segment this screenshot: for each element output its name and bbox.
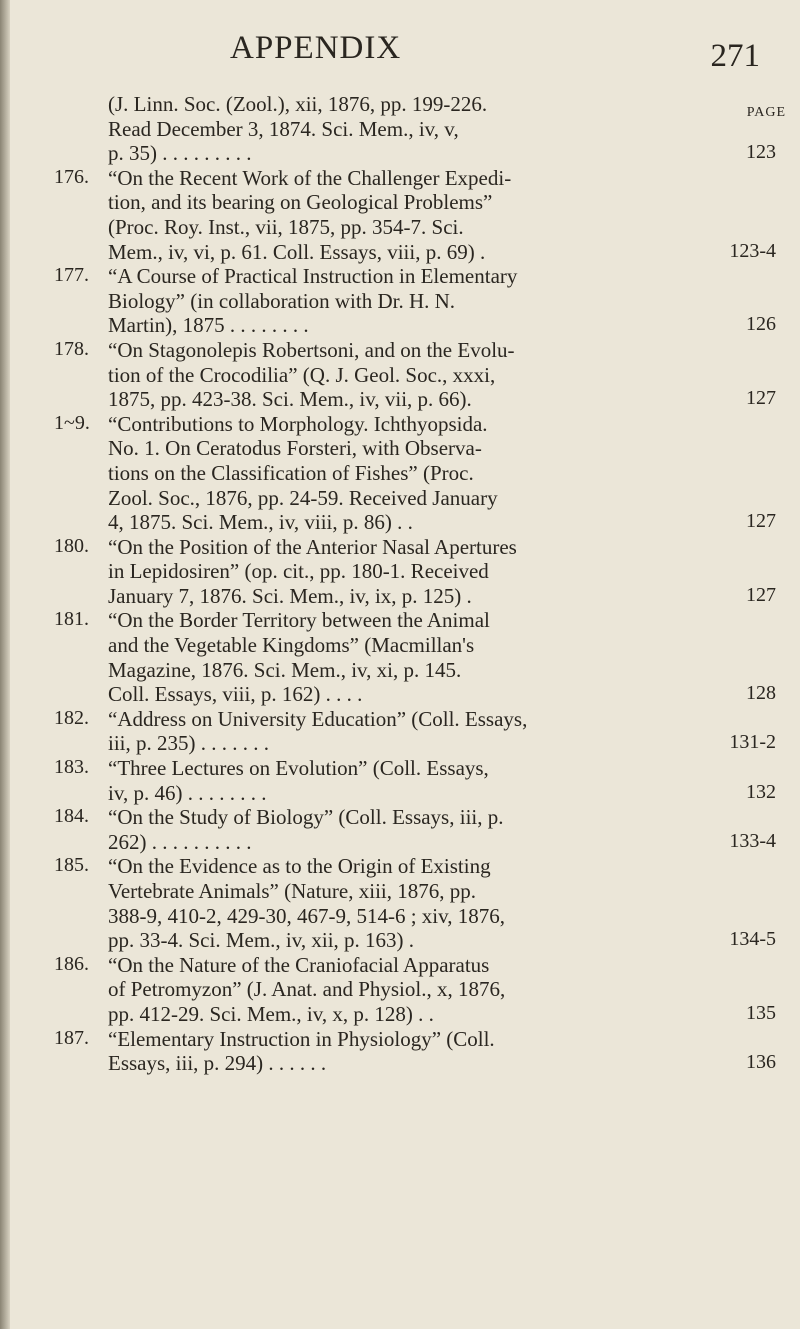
entry-text-line: January 7, 1876. Sci. Mem., iv, ix, p. 125) . <box>108 583 472 608</box>
entry-text-line: 388-9, 410-2, 429-30, 467-9, 514-6 ; xiv, 1876, <box>108 903 506 928</box>
entry-text-line: 1875, pp. 423-38. Sci. Mem., iv, vii, p. 66). <box>108 387 472 412</box>
entry-text-line: “Elementary Instruction in Physiology” (Coll. <box>108 1026 495 1051</box>
entry-text-line: Martin), 1875 . . . . . . . . <box>108 313 309 338</box>
entry-text-line: “On the Evidence as to the Origin of Existing <box>108 854 491 879</box>
entry-text-line: “On Stagonolepis Robertsoni, and on the Evolu- <box>108 337 515 362</box>
bibliography-list <box>54 92 784 1076</box>
entry-text-line: of Petromyzon” (J. Anat. and Physiol., x, 1876, <box>108 977 506 1002</box>
entry-number: 182. <box>54 706 89 729</box>
entry-page-reference: 127 <box>746 583 776 606</box>
entry-page-reference: 127 <box>746 510 776 533</box>
bibliography-entry <box>54 338 784 412</box>
entry-text-line: p. 35) . . . . . . . . . <box>108 141 252 166</box>
entry-page-reference: 127 <box>746 387 776 410</box>
bibliography-entry <box>54 535 784 609</box>
entry-text-line: “On the Position of the Anterior Nasal Apertures <box>108 534 517 559</box>
bibliography-entry <box>54 264 784 338</box>
entry-page-reference: 123-4 <box>729 239 776 262</box>
entry-text-line: iv, p. 46) . . . . . . . . <box>108 780 267 805</box>
bibliography-entry <box>54 608 784 706</box>
page-number: 271 <box>710 38 760 74</box>
entry-text-line: “Contributions to Morphology. Ichthyopsida. <box>108 411 488 436</box>
entry-page-reference: 134-5 <box>729 928 776 951</box>
bibliography-entry <box>54 412 784 535</box>
bibliography-entry <box>54 707 784 756</box>
entry-text-line: tions on the Classification of Fishes” (Proc. <box>108 460 474 485</box>
entry-text-line: “A Course of Practical Instruction in Elementary <box>108 264 518 289</box>
entry-number: 1~9. <box>54 411 90 434</box>
entry-text-line: in Lepidosiren” (op. cit., pp. 180-1. Received <box>108 559 489 584</box>
entry-text-line: tion of the Crocodilia” (Q. J. Geol. Soc., xxxi, <box>108 362 496 387</box>
bibliography-entry <box>54 92 784 166</box>
entry-text-line: 262) . . . . . . . . . . <box>108 829 252 854</box>
entry-number: 184. <box>54 805 89 828</box>
entry-text-line: “On the Study of Biology” (Coll. Essays, iii, p. <box>108 805 504 830</box>
entry-text-line: Coll. Essays, viii, p. 162) . . . . <box>108 682 363 707</box>
entry-page-reference: 126 <box>746 313 776 336</box>
running-title: APPENDIX <box>230 30 402 66</box>
entry-page-reference: 136 <box>746 1051 776 1074</box>
entry-page-reference: 133-4 <box>729 829 776 852</box>
entry-number: 180. <box>54 534 89 557</box>
page-header <box>230 30 760 80</box>
entry-text-line: iii, p. 235) . . . . . . . <box>108 731 269 756</box>
page-gutter <box>0 0 10 1329</box>
bibliography-entry <box>54 953 784 1027</box>
entry-text-line: Essays, iii, p. 294) . . . . . . <box>108 1051 327 1076</box>
entry-text-line: and the Vegetable Kingdoms” (Macmillan's <box>108 633 475 658</box>
entry-text-line: Mem., iv, vi, p. 61. Coll. Essays, viii, p. 69) . <box>108 239 486 264</box>
bibliography-entry <box>54 854 784 952</box>
bibliography-entry <box>54 805 784 854</box>
bibliography-entry <box>54 1027 784 1076</box>
entry-text-line: tion, and its bearing on Geological Problems” <box>108 190 493 215</box>
entry-number: 181. <box>54 608 89 631</box>
entry-text-line: (Proc. Roy. Inst., vii, 1875, pp. 354-7. Sci. <box>108 214 464 239</box>
entry-number: 176. <box>54 165 89 188</box>
bibliography-entry <box>54 166 784 264</box>
entry-page-reference: 131-2 <box>729 731 776 754</box>
page-column-label: PAGE <box>746 105 786 120</box>
entry-page-reference: 135 <box>746 1001 776 1024</box>
entry-text-line: “Address on University Education” (Coll. Essays, <box>108 706 528 731</box>
entry-number: 186. <box>54 952 89 975</box>
entry-page-reference: 132 <box>746 780 776 803</box>
entry-text-line: “On the Recent Work of the Challenger Expedi- <box>108 165 512 190</box>
entry-text-line: “Three Lectures on Evolution” (Coll. Essays, <box>108 756 489 781</box>
entry-number: 183. <box>54 756 89 779</box>
entry-text-line: No. 1. On Ceratodus Forsteri, with Observa- <box>108 436 482 461</box>
entry-number: 187. <box>54 1026 89 1049</box>
entry-text-line: pp. 33-4. Sci. Mem., iv, xii, p. 163) . <box>108 928 415 953</box>
entry-text-line: Biology” (in collaboration with Dr. H. N. <box>108 288 456 313</box>
entry-text-line: Read December 3, 1874. Sci. Mem., iv, v, <box>108 116 459 141</box>
entry-text-line: pp. 412-29. Sci. Mem., iv, x, p. 128) . . <box>108 1001 434 1026</box>
entry-text-line: (J. Linn. Soc. (Zool.), xii, 1876, pp. 199-226. <box>108 92 488 116</box>
entry-page-reference: 123 <box>746 141 776 164</box>
entry-page-reference: 128 <box>746 682 776 705</box>
entry-text-line: 4, 1875. Sci. Mem., iv, viii, p. 86) . . <box>108 510 413 535</box>
entry-text-line: Vertebrate Animals” (Nature, xiii, 1876, pp. <box>108 879 476 903</box>
entry-text-line: Zool. Soc., 1876, pp. 24-59. Received January <box>108 485 498 510</box>
entry-text-line: “On the Nature of the Craniofacial Apparatus <box>108 952 490 977</box>
entry-number: 177. <box>54 264 89 287</box>
entry-number: 178. <box>54 337 89 360</box>
entry-text-line: Magazine, 1876. Sci. Mem., iv, xi, p. 145. <box>108 657 462 682</box>
bibliography-entry <box>54 756 784 805</box>
entry-number: 185. <box>54 854 89 877</box>
entry-text-line: “On the Border Territory between the Animal <box>108 608 490 633</box>
